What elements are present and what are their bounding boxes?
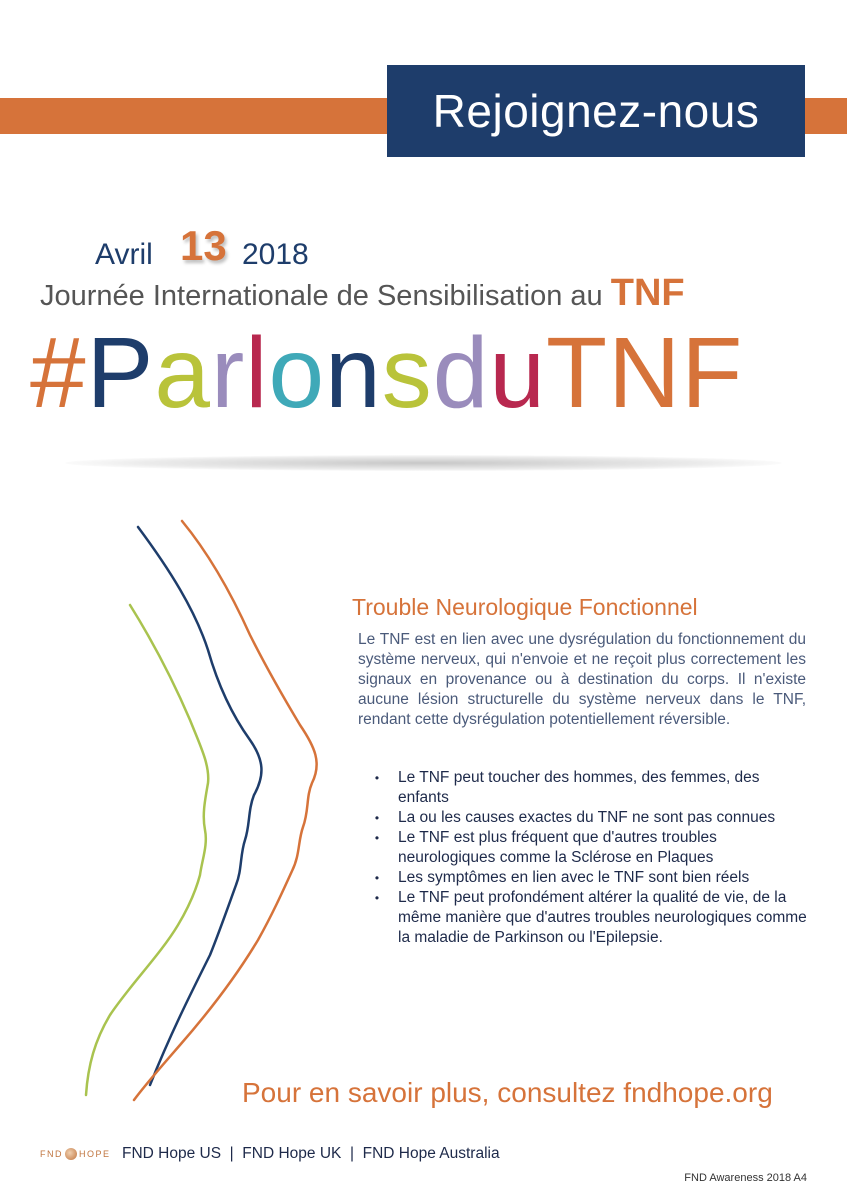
date-month: Avril [95,238,153,271]
hashtag-letter: F [681,317,744,429]
list-item-text: La ou les causes exactes du TNF ne sont pas connues [398,809,776,826]
hashtag-letter: d [432,317,490,429]
hashtag-letter: r [210,317,246,429]
three-face-profiles-line-art [60,515,350,1105]
logo-left-text: FND [40,1149,63,1159]
hashtag-letter: u [489,317,546,429]
list-item-text: Le TNF peut profondément altérer la qualité de vie, de la même manière que d'autres troubles neurologiques comme la maladie de Parkinson ou l'Epilepsie. [398,889,807,946]
footer [40,1142,500,1166]
date-day: 13 [180,222,227,269]
hashtag-title [30,318,830,428]
bullet-icon: • [374,831,380,845]
hashtag-letter: T [545,317,609,429]
hashtag-letter: l [245,317,269,429]
hashtag-letter: N [608,317,682,429]
list-item [372,768,812,808]
bullet-icon: • [374,771,380,785]
hashtag-letter: o [268,317,326,429]
join-us-text: Rejoignez-nous [432,85,760,137]
hashtag-letter: a [154,317,211,429]
section-title: Trouble Neurologique Fonctionnel [352,594,698,620]
logo-right-text: HOPE [79,1149,111,1159]
join-us-banner [387,65,805,157]
hashtag-letter: s [381,317,433,429]
list-item [372,868,812,888]
list-item [372,808,812,828]
bullet-icon: • [374,811,380,825]
list-item [372,888,812,948]
event-title-acronym: TNF [610,272,685,314]
hashtag-letter: n [325,317,382,429]
event-title-text: Journée Internationale de Sensibilisation au [40,280,603,312]
intro-paragraph: Le TNF est en lien avec une dysrégulation du fonctionnement du système nerveux, qui n'envoie et ne reçoit plus correctement les signaux en provenance ou à destination du corps. Il n'existe aucune lésion structurelle du système nerveux dans le TNF, rendant cette dysrégulation potentiellement réversible. [358,631,806,728]
hashtag-letter: # [30,317,87,429]
globe-icon [65,1148,77,1160]
hashtag-letter: P [86,317,155,429]
footer-links[interactable]: FND Hope US | FND Hope UK | FND Hope Australia [122,1145,500,1162]
list-item-text: Le TNF est plus fréquent que d'autres troubles neurologiques comme la Sclérose en Plaques [398,829,717,866]
divider-shadow [65,455,782,471]
bullet-icon: • [374,891,380,905]
fnd-hope-logo [40,1144,118,1164]
page-mark: FND Awareness 2018 A4 [684,1172,807,1184]
more-info-link[interactable]: Pour en savoir plus, consultez fndhope.org [242,1077,773,1108]
date-year: 2018 [242,238,309,271]
list-item [372,828,812,868]
list-item-text: Le TNF peut toucher des hommes, des femmes, des enfants [398,769,760,806]
bullet-icon: • [374,871,380,885]
list-item-text: Les symptômes en lien avec le TNF sont bien réels [398,869,750,886]
facts-list [372,768,812,948]
event-title [40,272,820,315]
